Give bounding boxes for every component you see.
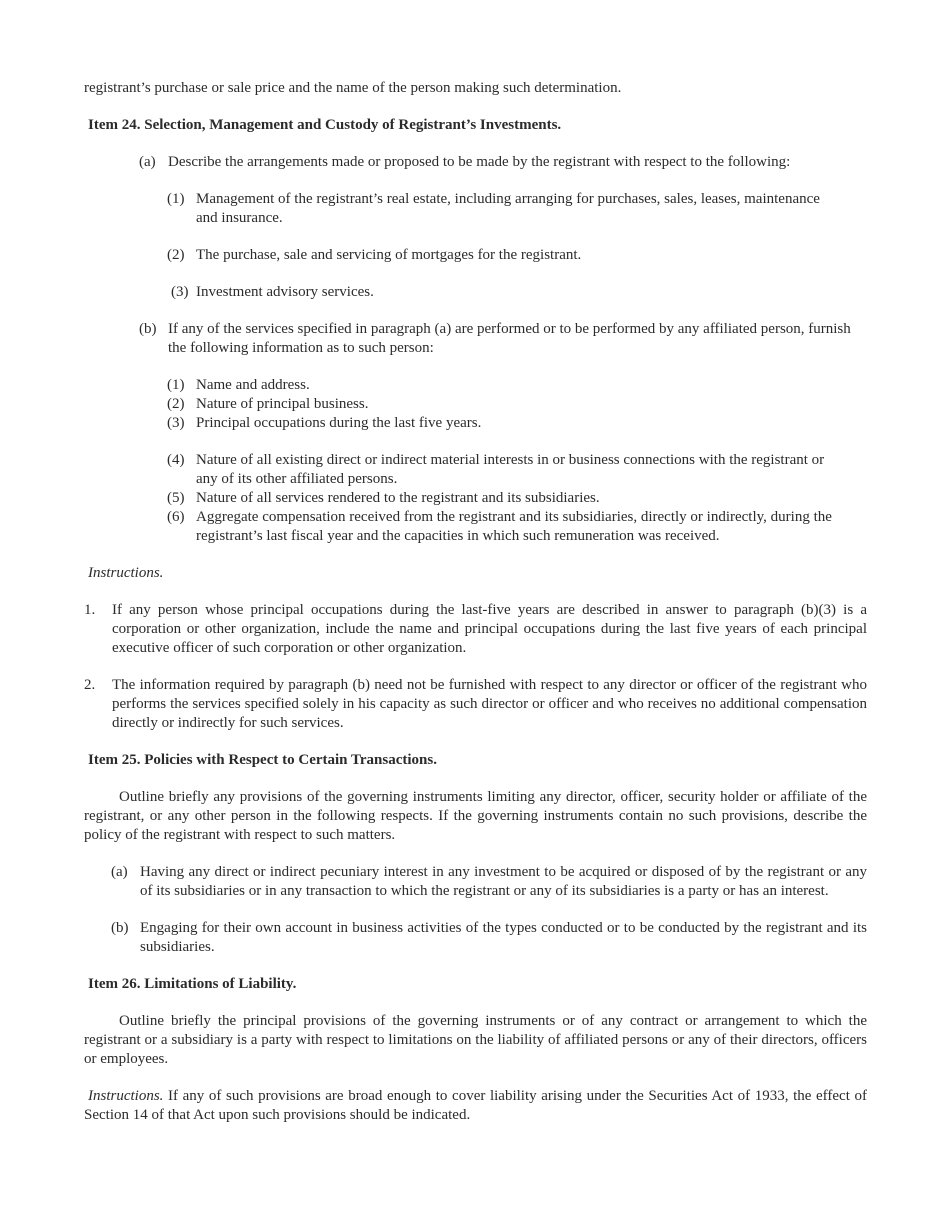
list-item-text: Engaging for their own account in business activities of the types conducted or to be conducted by the registrant and its subsidiaries. xyxy=(140,920,867,955)
list-item-text: The purchase, sale and servicing of mortgages for the registrant. xyxy=(196,247,582,263)
instruction-text: If any person whose principal occupations during the last-five years are described in answer to paragraph (b)(3) is a corporation or other organization, include the name and principal occupations during the last five years of each principal executive officer of such corporation or other organization. xyxy=(112,602,867,656)
item-24-b-2 xyxy=(84,395,867,414)
item-24-b-text: If any of the services specified in paragraph (a) are performed or to be performed by any affiliated person, furnish the following information as to such person: xyxy=(168,321,851,356)
intro-text: registrant’s purchase or sale price and the name of the person making such determination. xyxy=(84,80,622,96)
instructions-text: If any of such provisions are broad enough to cover liability arising under the Securities Act of 1933, the effect of Section 14 of that Act upon such provisions should be indicated. xyxy=(84,1088,867,1123)
instructions-label: Instructions. xyxy=(88,565,164,581)
item-label: (b) xyxy=(111,920,129,936)
item-25-b xyxy=(84,919,867,957)
list-item-text: Aggregate compensation received from the registrant and its subsidiaries, directly or indirectly, during the registrant’s last fiscal year and the capacities in which such remuneration was received. xyxy=(196,509,832,544)
item-24-b-3 xyxy=(84,414,867,433)
list-item-text: Management of the registrant’s real estate, including arranging for purchases, sales, leases, maintenance and insurance. xyxy=(196,191,820,226)
item-25-heading: Item 25. Policies with Respect to Certain Transactions. xyxy=(88,752,437,768)
item-label: (2) xyxy=(167,396,185,412)
list-item-text: Having any direct or indirect pecuniary interest in any investment to be acquired or disposed of by the registrant or any of its subsidiaries or in any transaction to which the registrant or any of its subsidiaries is a party or has an interest. xyxy=(140,864,867,899)
item-label: (4) xyxy=(167,452,185,468)
item-24-b-4 xyxy=(84,451,867,489)
list-item-text: Investment advisory services. xyxy=(196,284,374,300)
item-24-b-1 xyxy=(84,376,867,395)
item-label: (2) xyxy=(167,247,185,263)
list-item-text: Principal occupations during the last five years. xyxy=(196,415,482,431)
item-label: (3) xyxy=(167,415,185,431)
item-24-a-2 xyxy=(84,246,867,265)
item-26-heading: Item 26. Limitations of Liability. xyxy=(88,976,297,992)
item-label: (b) xyxy=(139,321,157,337)
item-26-instructions xyxy=(84,1087,867,1125)
instruction-2 xyxy=(84,676,867,733)
item-24-a-text: Describe the arrangements made or proposed to be made by the registrant with respect to the following: xyxy=(168,154,791,170)
item-label: (6) xyxy=(167,509,185,525)
item-label: (3) xyxy=(171,284,189,300)
item-24-a xyxy=(84,153,867,172)
item-25-body: Outline briefly any provisions of the governing instruments limiting any director, officer, security holder or affiliate of the registrant, or any other person in the following respects. If the governing instruments contain no such provisions, describe the policy of the registrant with respect to such matters. xyxy=(84,789,867,843)
item-label: (a) xyxy=(139,154,156,170)
instructions-label: Instructions. xyxy=(88,1088,164,1104)
instruction-1 xyxy=(84,601,867,658)
item-24-a-1 xyxy=(84,190,867,228)
item-24-b-5 xyxy=(84,489,867,508)
instruction-text: The information required by paragraph (b) need not be furnished with respect to any director or officer of the registrant who performs the services specified solely in his capacity as such director or officer and who receives no additional compensation directly or indirectly for such services. xyxy=(112,677,867,731)
item-24-heading: Item 24. Selection, Management and Custody of Registrant’s Investments. xyxy=(88,117,562,133)
instruction-number: 1. xyxy=(84,602,96,618)
item-label: (1) xyxy=(167,377,185,393)
item-24-b xyxy=(84,320,867,358)
item-26-body: Outline briefly the principal provisions of the governing instruments or of any contract or arrangement to which the registrant or a subsidiary is a party with respect to limitations on the liability of affiliated persons or any of their directors, officers or employees. xyxy=(84,1013,867,1067)
document-page xyxy=(84,79,867,1125)
item-25-a xyxy=(84,863,867,901)
item-label: (a) xyxy=(111,864,128,880)
item-label: (1) xyxy=(167,191,185,207)
instruction-number: 2. xyxy=(84,677,96,693)
list-item-text: Nature of all services rendered to the registrant and its subsidiaries. xyxy=(196,490,600,506)
item-24-a-3 xyxy=(84,283,867,302)
list-item-text: Name and address. xyxy=(196,377,310,393)
item-label: (5) xyxy=(167,490,185,506)
list-item-text: Nature of principal business. xyxy=(196,396,369,412)
list-item-text: Nature of all existing direct or indirect material interests in or business connections with the registrant or any of its other affiliated persons. xyxy=(196,452,825,487)
item-24-b-6 xyxy=(84,508,867,546)
